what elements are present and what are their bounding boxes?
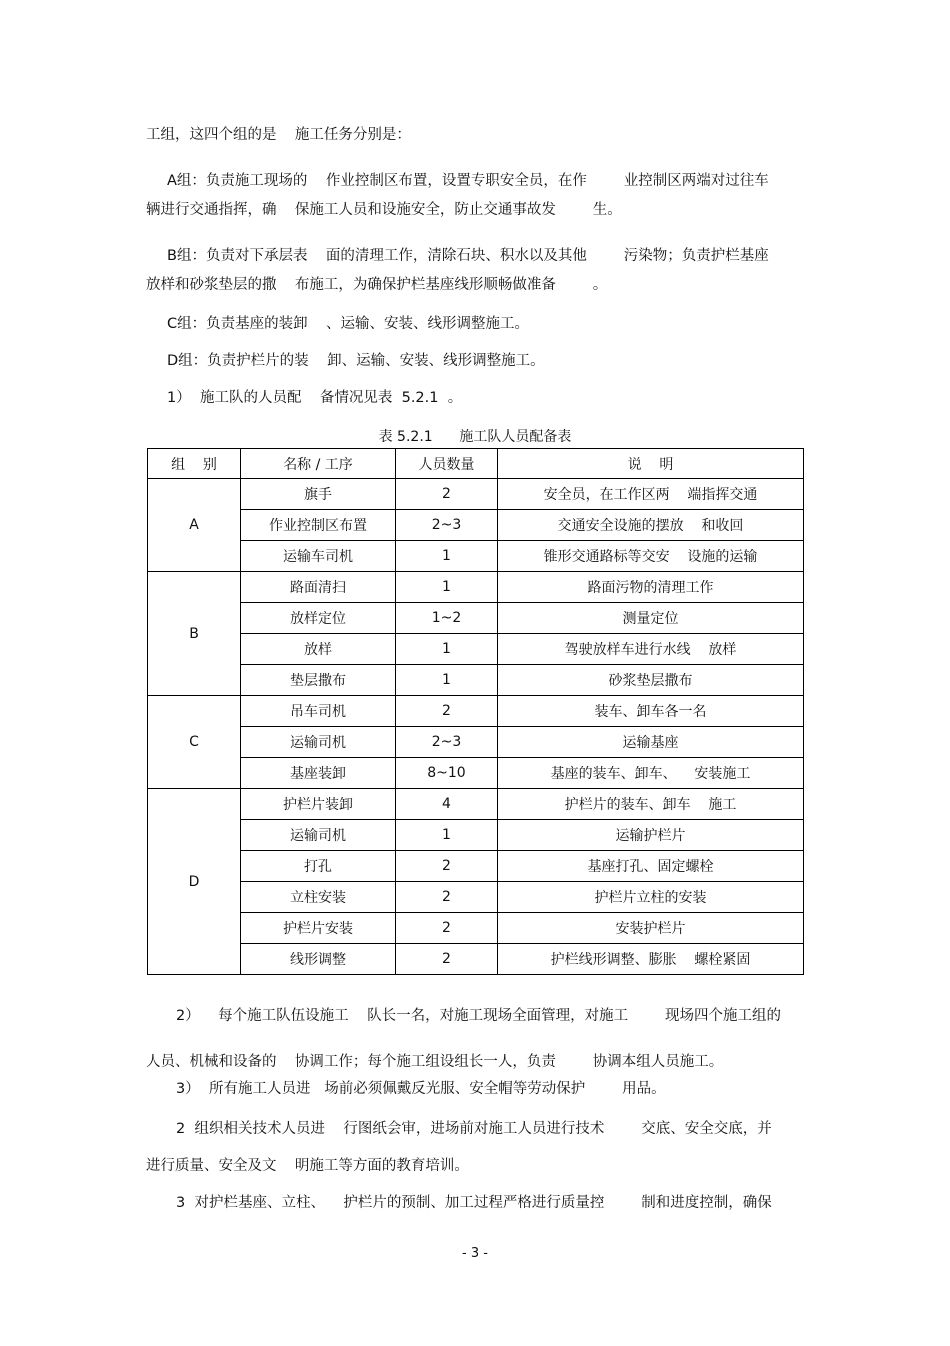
staffing-table xyxy=(147,448,804,975)
count-cell: 1~2 xyxy=(396,603,498,634)
description-cell: 基座打孔、固定螺栓 xyxy=(498,851,804,882)
process-cell: 运输司机 xyxy=(241,727,396,758)
count-cell: 1 xyxy=(396,541,498,572)
process-cell: 打孔 xyxy=(241,851,396,882)
table-row xyxy=(148,882,804,913)
group-cell: B xyxy=(148,572,241,696)
count-cell: 2 xyxy=(396,851,498,882)
table-row xyxy=(148,479,804,510)
text-line: 进行质量、安全及文 明施工等方面的教育培训。 xyxy=(146,1158,469,1174)
header-process: 名称 / 工序 xyxy=(241,449,396,479)
description-cell: 驾驶放样车进行水线 放样 xyxy=(498,634,804,665)
count-cell: 2 xyxy=(396,944,498,975)
count-cell: 4 xyxy=(396,789,498,820)
process-cell: 运输车司机 xyxy=(241,541,396,572)
description-cell: 安全员，在工作区两 端指挥交通 xyxy=(498,479,804,510)
count-cell: 2~3 xyxy=(396,727,498,758)
count-cell: 8~10 xyxy=(396,758,498,789)
description-cell: 锥形交通路标等交安 设施的运输 xyxy=(498,541,804,572)
text-line: 放样和砂浆垫层的撒 布施工，为确保护栏基座线形顺畅做准备 。 xyxy=(146,277,608,293)
description-cell: 安装护栏片 xyxy=(498,913,804,944)
description-cell: 交通安全设施的摆放 和收回 xyxy=(498,510,804,541)
table-row xyxy=(148,696,804,727)
table-row xyxy=(148,789,804,820)
process-cell: 立柱安装 xyxy=(241,882,396,913)
table-row xyxy=(148,634,804,665)
table-row xyxy=(148,944,804,975)
count-cell: 1 xyxy=(396,572,498,603)
description-cell: 基座的装车、卸车、 安装施工 xyxy=(498,758,804,789)
text-line: B组：负责对下承层表 面的清理工作，清除石块、积水以及其他 污染物；负责护栏基座 xyxy=(167,248,769,264)
count-cell: 2 xyxy=(396,913,498,944)
process-cell: 路面清扫 xyxy=(241,572,396,603)
table-row xyxy=(148,603,804,634)
text-line: 2 组织相关技术人员进 行图纸会审，进场前对施工人员进行技术 交底、安全交底，并 xyxy=(176,1121,772,1137)
description-cell: 护栏片立柱的安装 xyxy=(498,882,804,913)
text-line: 辆进行交通指挥，确 保施工人员和设施安全，防止交通事故发 生。 xyxy=(146,202,622,218)
table-caption: 表 5.2.1 施工队人员配备表 xyxy=(378,429,572,445)
text-line: A组：负责施工现场的 作业控制区布置，设置专职安全员，在作 业控制区两端对过往车 xyxy=(167,173,769,189)
process-cell: 基座装卸 xyxy=(241,758,396,789)
text-line: 3） 所有施工人员进 场前必须佩戴反光服、安全帽等劳动保护 用品。 xyxy=(176,1081,666,1097)
table-row xyxy=(148,851,804,882)
page-number: - 3 - xyxy=(462,1246,488,1261)
table-row xyxy=(148,758,804,789)
description-cell: 砂浆垫层撒布 xyxy=(498,665,804,696)
table-row xyxy=(148,572,804,603)
count-cell: 1 xyxy=(396,665,498,696)
table-row xyxy=(148,727,804,758)
description-cell: 路面污物的清理工作 xyxy=(498,572,804,603)
process-cell: 放样 xyxy=(241,634,396,665)
process-cell: 吊车司机 xyxy=(241,696,396,727)
table-row xyxy=(148,541,804,572)
description-cell: 护栏线形调整、膨胀 螺栓紧固 xyxy=(498,944,804,975)
text-line: 工组，这四个组的是 施工任务分别是： xyxy=(146,127,411,143)
count-cell: 2 xyxy=(396,696,498,727)
group-cell: D xyxy=(148,789,241,975)
description-cell: 测量定位 xyxy=(498,603,804,634)
process-cell: 运输司机 xyxy=(241,820,396,851)
header-count: 人员数量 xyxy=(396,449,498,479)
process-cell: 线形调整 xyxy=(241,944,396,975)
text-line: C组：负责基座的装卸 、运输、安装、线形调整施工。 xyxy=(167,316,530,332)
count-cell: 1 xyxy=(396,820,498,851)
table-row xyxy=(148,820,804,851)
group-cell: A xyxy=(148,479,241,572)
description-cell: 护栏片的装车、卸车 施工 xyxy=(498,789,804,820)
description-cell: 运输基座 xyxy=(498,727,804,758)
process-cell: 放样定位 xyxy=(241,603,396,634)
process-cell: 作业控制区布置 xyxy=(241,510,396,541)
table-row xyxy=(148,665,804,696)
text-line: 1） 施工队的人员配 备情况见表 5.2.1 。 xyxy=(167,390,463,406)
process-cell: 旗手 xyxy=(241,479,396,510)
count-cell: 2 xyxy=(396,479,498,510)
header-description: 说 明 xyxy=(498,449,804,479)
process-cell: 护栏片装卸 xyxy=(241,789,396,820)
text-line: 2） 每个施工队伍设施工 队长一名，对施工现场全面管理，对施工 现场四个施工组的 xyxy=(176,1008,781,1024)
table-row xyxy=(148,913,804,944)
text-line: D组：负责护栏片的装 卸、运输、安装、线形调整施工。 xyxy=(167,353,545,369)
description-cell: 运输护栏片 xyxy=(498,820,804,851)
count-cell: 2 xyxy=(396,882,498,913)
text-line: 人员、机械和设备的 协调工作；每个施工组设组长一人，负责 协调本组人员施工。 xyxy=(146,1054,724,1070)
count-cell: 1 xyxy=(396,634,498,665)
count-cell: 2~3 xyxy=(396,510,498,541)
process-cell: 护栏片安装 xyxy=(241,913,396,944)
header-group: 组 别 xyxy=(148,449,241,479)
table-row xyxy=(148,510,804,541)
description-cell: 装车、卸车各一名 xyxy=(498,696,804,727)
process-cell: 垫层撒布 xyxy=(241,665,396,696)
text-line: 3 对护栏基座、立柱、 护栏片的预制、加工过程严格进行质量控 制和进度控制，确保 xyxy=(176,1195,772,1211)
table-header-row xyxy=(148,449,804,479)
group-cell: C xyxy=(148,696,241,789)
